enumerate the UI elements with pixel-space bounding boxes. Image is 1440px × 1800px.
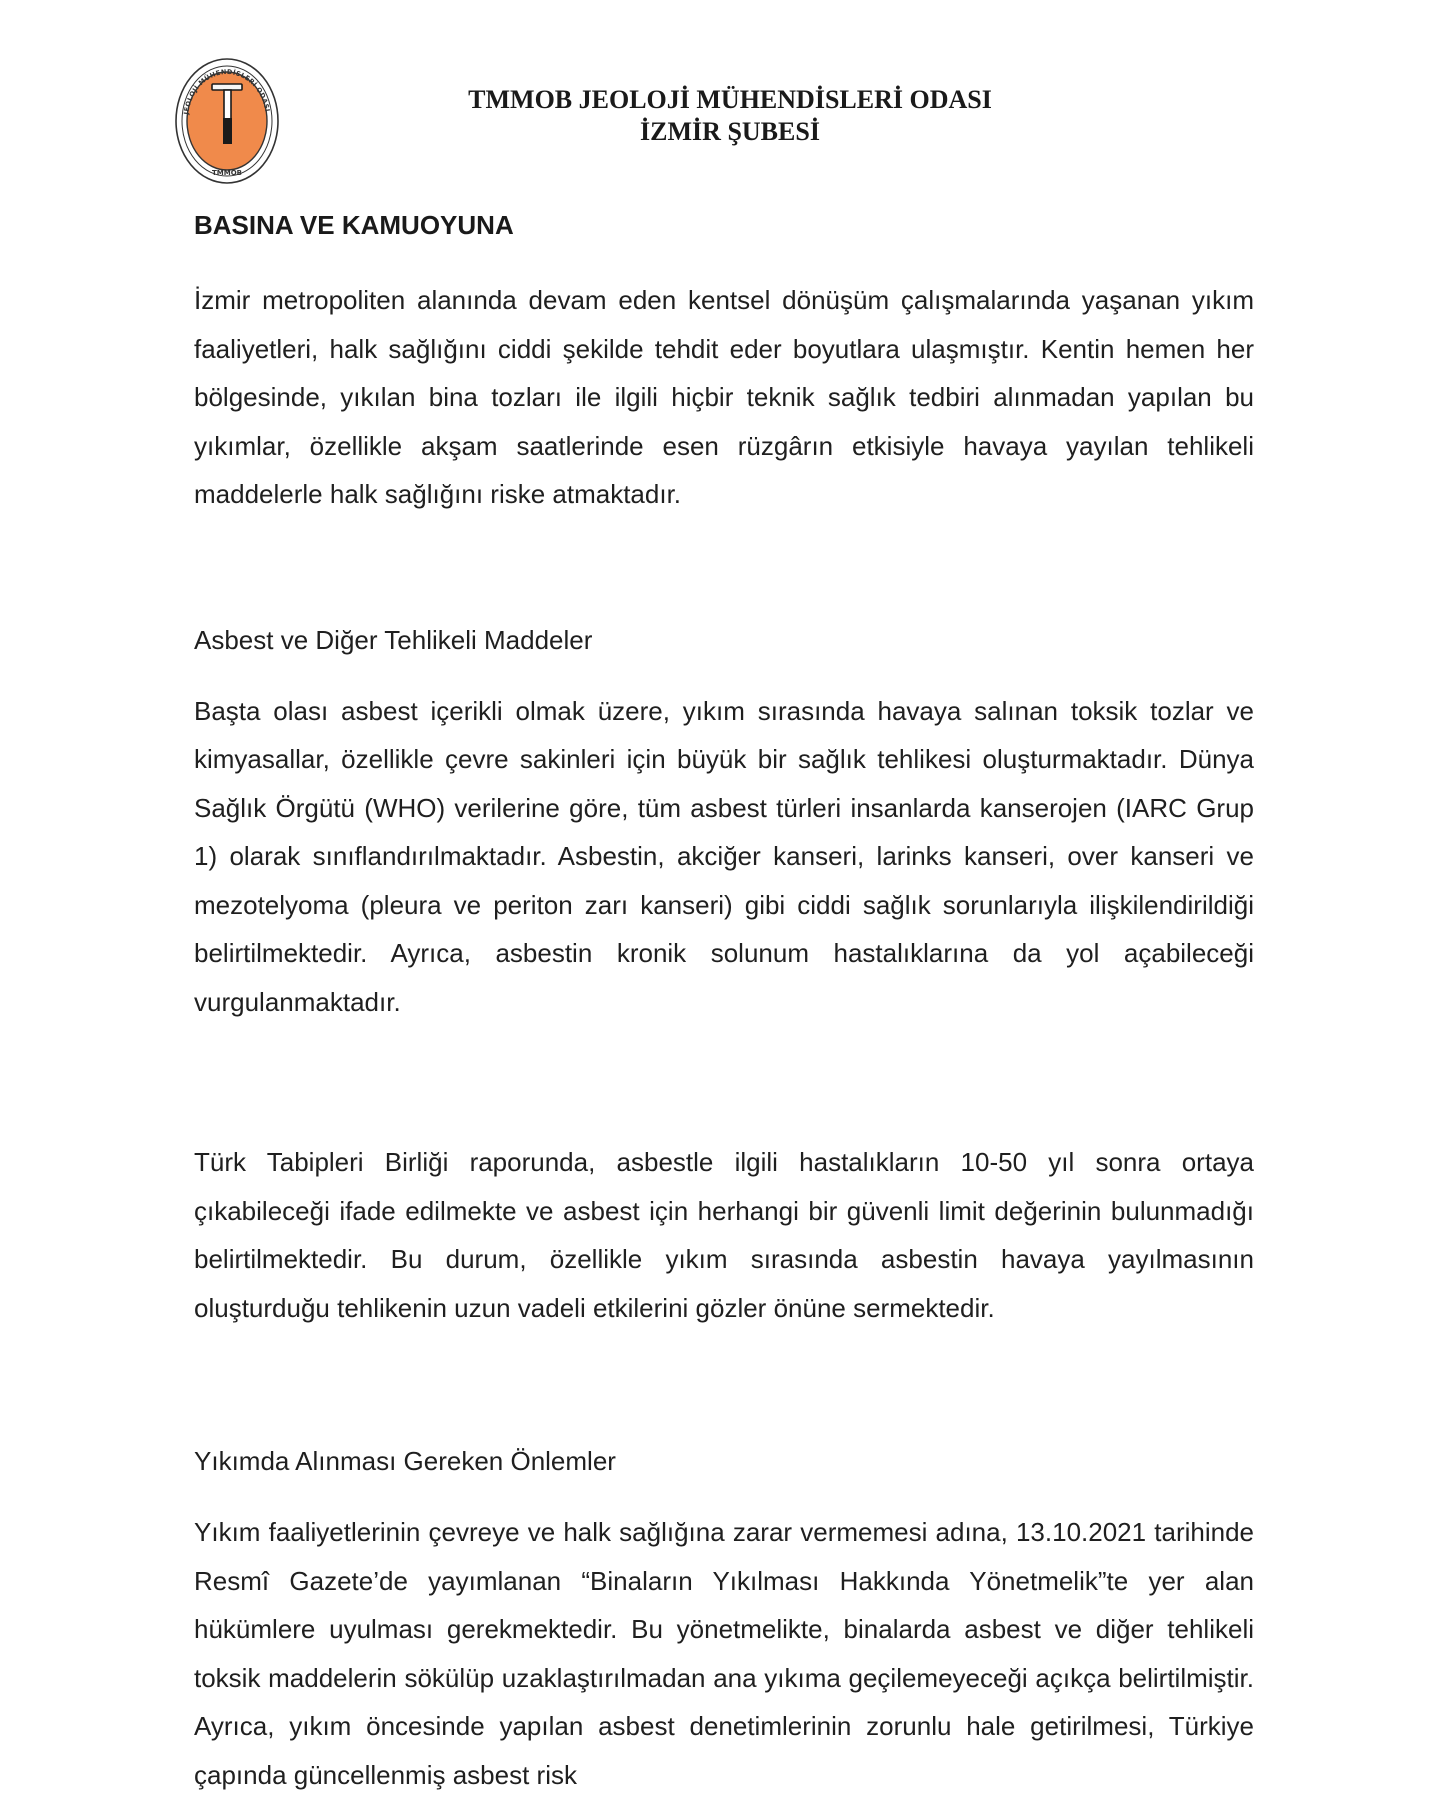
- document-body: [194, 208, 1254, 1799]
- section-title-asbestos: Asbest ve Diğer Tehlikeli Maddeler: [194, 624, 593, 655]
- branch-name: İZMİR ŞUBESİ: [640, 117, 820, 146]
- precautions-paragraph-1: Yıkım faaliyetlerinin çevreye ve halk sağlığına zarar vermemesi adına, 13.10.2021 tarihinde Resmî Gazete’de yayımlanan “Binaların Yıkılması Hakkında Yönetmelik”te yer alan hükümlere uyulması gerekmektedir. Bu yönetmelikte, binalarda asbest ve diğer tehlikeli toksik maddelerin sökülüp uzaklaştırılmadan ana yıkıma geçilemeyeceği açıkça belirtilmiştir. Ayrıca, yıkım öncesinde yapılan asbest denetimlerinin zorunlu hale getirilmesi, Türkiye çapında güncellenmiş asbest risk: [194, 1517, 1254, 1790]
- logo-ring-text: JEOLOJİ MÜHENDİSLERİ ODASI: [182, 67, 272, 115]
- intro-paragraph: İzmir metropoliten alanında devam eden kentsel dönüşüm çalışmalarında yaşanan yıkım faaliyetleri, halk sağlığını ciddi şekilde tehdit eder boyutlara ulaşmıştır. Kentin hemen her bölgesinde, yıkılan bina tozları ile ilgili hiçbir teknik sağlık tedbiri alınmadan yapılan bu yıkımlar, özellikle akşam saatlerinde esen rüzgârın etkisiyle havaya yayılan tehlikeli maddelerle halk sağlığını riske atmaktadır.: [194, 285, 1254, 509]
- section-title-precautions: Yıkımda Alınması Gereken Önlemler: [194, 1446, 616, 1476]
- organization-name: TMMOB JEOLOJİ MÜHENDİSLERİ ODASI: [468, 85, 992, 114]
- asbestos-paragraph-1: Başta olası asbest içerikli olmak üzere, yıkım sırasında havaya salınan toksik tozlar ve kimyasallar, özellikle çevre sakinleri için büyük bir sağlık tehlikesi oluşturmaktadır. Dünya Sağlık Örgütü (WHO) verilerine göre, tüm asbest türleri insanlarda kanserojen (IARC Grup 1) olarak sınıflandırılmaktadır. Asbestin, akciğer kanseri, larinks kanseri, over kanseri ve mezotelyoma (pleura ve periton zarı kanseri) gibi ciddi sağlık sorunlarıyla ilişkilendirildiği belirtilmektedir. Ayrıca, asbestin kronik solunum hastalıklarına da yol açabileceği vurgulanmaktadır.: [194, 695, 1254, 1017]
- letterhead: [380, 84, 1080, 148]
- chamber-logo: [174, 56, 280, 186]
- press-release-heading: BASINA VE KAMUOYUNA: [194, 210, 514, 240]
- asbestos-paragraph-2: Türk Tabipleri Birliği raporunda, asbestle ilgili hastalıkların 10-50 yıl sonra ortaya çıkabileceği ifade edilmekte ve asbest için herhangi bir güvenli limit değerinin bulunmadığı belirtilmektedir. Bu durum, özellikle yıkım sırasında asbestin havaya yayılmasının oluşturduğu tehlikenin uzun vadeli etkilerini gözler önüne sermektedir.: [194, 1147, 1254, 1323]
- logo-bottom-text: TMMOB: [212, 169, 242, 177]
- rock-hammer-emblem-icon: [174, 56, 280, 186]
